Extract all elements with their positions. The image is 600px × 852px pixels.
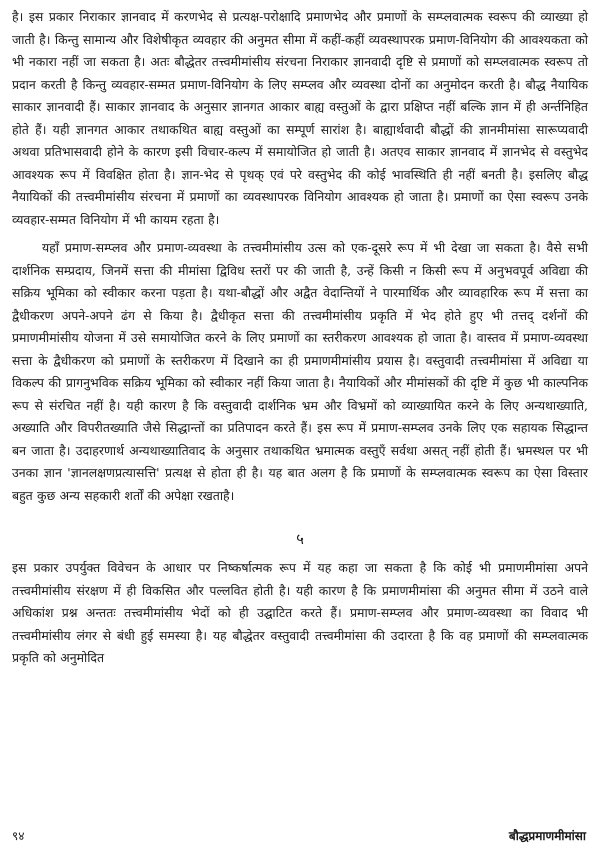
paragraph-2: यहाँ प्रमाण-सम्प्लव और प्रमाण-व्यवस्था के तत्त्वमीमांसीय उत्स को एक-दूसरे रूप में भी देखा जा सकता है। वैसे सभी दार्शनिक सम्प्रदाय, जिनमें सत्ता की मीमांसा द्विविध स्तरों पर की जाती है, उन्हें किसी न किसी रूप में अनुभवपूर्व अविद्या की सक्रिय भूमिका को स्वीकार करना पड़ता है। यथा-बौद्धों और अद्वैत वेदान्तियों ने पारमार्थिक और व्यावहारिक रूप में सत्ता का द्वैधीकरण अपने-अपने ढंग से किया है। द्वैधीकृत सत्ता की तत्त्वमीमांसीय प्रकृति में भेद होते हुए भी तत्तद् दर्शनों की प्रमाणमीमांसीय योजना में उसे समायोजित करने के लिए प्रमाणों का स्तरीकरण आवश्यक हो जाता है। वास्तव में प्रमाण-व्यवस्था सत्ता के द्वैधीकरण को प्रमाणों के स्तरीकरण में दिखाने का ही प्रमाणमीमांसीय प्रयास है। वस्तुवादी तत्त्वमीमांसा में अविद्या या विकल्प की प्रागनुभविक सक्रिय भूमिका को स्वीकार नहीं किया जाता है। नैयायिकों और मीमांसकों की दृष्टि में कुछ भी काल्पनिक रूप से संरचित नहीं है। यही कारण है कि वस्तुवादी दार्शनिक भ्रम और विभ्रमों को व्याख्यायित करने के लिए अन्यथाख्याति, अख्याति और विपरीतख्याति जैसे सिद्धान्तों का प्रतिपादन करते हैं। इस रूप में प्रमाण-सम्प्लव उनके लिए एक सहायक सिद्धान्त बन जाता है। उदाहरणार्थ अन्यथाख्यातिवाद के अनुसार तथाकथित भ्रमात्मक वस्तुएँ सर्वथा असत् नहीं होती हैं। भ्रमस्थल पर भी उनका ज्ञान 'ज्ञानलक्षणप्रत्यासत्ति' प्रत्यक्ष से होता ही है। यह बात अलग है कि प्रमाणों के सम्प्लवात्मक स्वरूप का ऐसा विस्तार बहुत कुछ अन्य सहकारी शर्तों की अपेक्षा रखताहै। <box>12 240 588 503</box>
paragraph-1: है। इस प्रकार निराकार ज्ञानवाद में करणभेद से प्रत्यक्ष-परोक्षादि प्रमाणभेद और प्रमाणों के सम्प्लवात्मक स्वरूप की व्याख्या हो जाती है। किन्तु सामान्य और विशेषीकृत व्यवहार की अनुमत सीमा में कहीं-कहीं व्यवस्थापरक प्रमाण-विनियोग की आवश्यकता को भी नकारा नहीं जा सकता है। अतः बौद्धेतर तत्त्वमीमांसीय संरचना निराकार ज्ञानवादी दृष्टि से प्रमाणों को सम्प्लवात्मक स्वरूप तो प्रदान करती है किन्तु व्यवहार-सम्मत प्रमाण-विनियोग के लिए सम्प्लव और व्यवस्था दोनों का अनुमोदन करती है। बौद्ध नैयायिक साकार ज्ञानवादी हैं। साकार ज्ञानवाद के अनुसार ज्ञानगत आकार बाह्य वस्तुओं के द्वारा प्रक्षिप्त नहीं बल्कि ज्ञान में ही अर्न्तनिहित होते हैं। यही ज्ञानगत आकार तथाकथित बाह्य वस्तुओं का सम्पूर्ण सारांश है। बाह्यार्थवादी बौद्धों की ज्ञानमीमांसा सारूप्यवादी अथवा प्रतिभासवादी होने के कारण इसी विचार-कल्प में समायोजित हो जाती है। अतएव साकार ज्ञानवाद में ज्ञानभेद से वस्तुभेद आवश्यक रूप में विवक्षित होता है। ज्ञान-भेद से पृथक् एवं परे वस्तुभेद की कोई भावस्थिति ही नहीं बनती है। इसलिए बौद्ध नैयायिकों की तत्त्वमीमांसीय संरचना में प्रमाणों का व्यवस्थापरक विनियोग आवश्यक हो जाता है। प्रमाणों का ऐसा स्वरूप उनके व्यवहार-सम्मत विनियोग में भी कायम रहता है। <box>12 9 588 227</box>
running-title: बौद्धप्रमाणमीमांसा <box>508 829 586 843</box>
section-number: ५ <box>296 530 304 548</box>
page-number: ९४ <box>12 829 25 843</box>
page-footer <box>12 828 586 844</box>
paragraph-3: इस प्रकार उपर्युक्त विवेचन के आधार पर निष्कर्षात्मक रूप में यह कहा जा सकता है कि कोई भी प्रमाणमीमांसा अपने तत्त्वमीमांसीय संरक्षण में ही विकसित और पल्लवित होती है। यही कारण है कि प्रमाणमीमांसा की अनुमत सीमा में उठने वाले अधिकांश प्रश्न अन्ततः तत्त्वमीमांसीय भेदों को ही उद्घाटित करते हैं। प्रमाण-सम्प्लव और प्रमाण-व्यवस्था का विवाद भी तत्त्वमीमांसीय लंगर से बंधी हुई समस्या है। यह बौद्धेतर वस्तुवादी तत्त्वमीमांसा की उदारता है कि वह प्रमाणों की सम्प्लवात्मक प्रकृति को अनुमोदित <box>12 560 588 665</box>
